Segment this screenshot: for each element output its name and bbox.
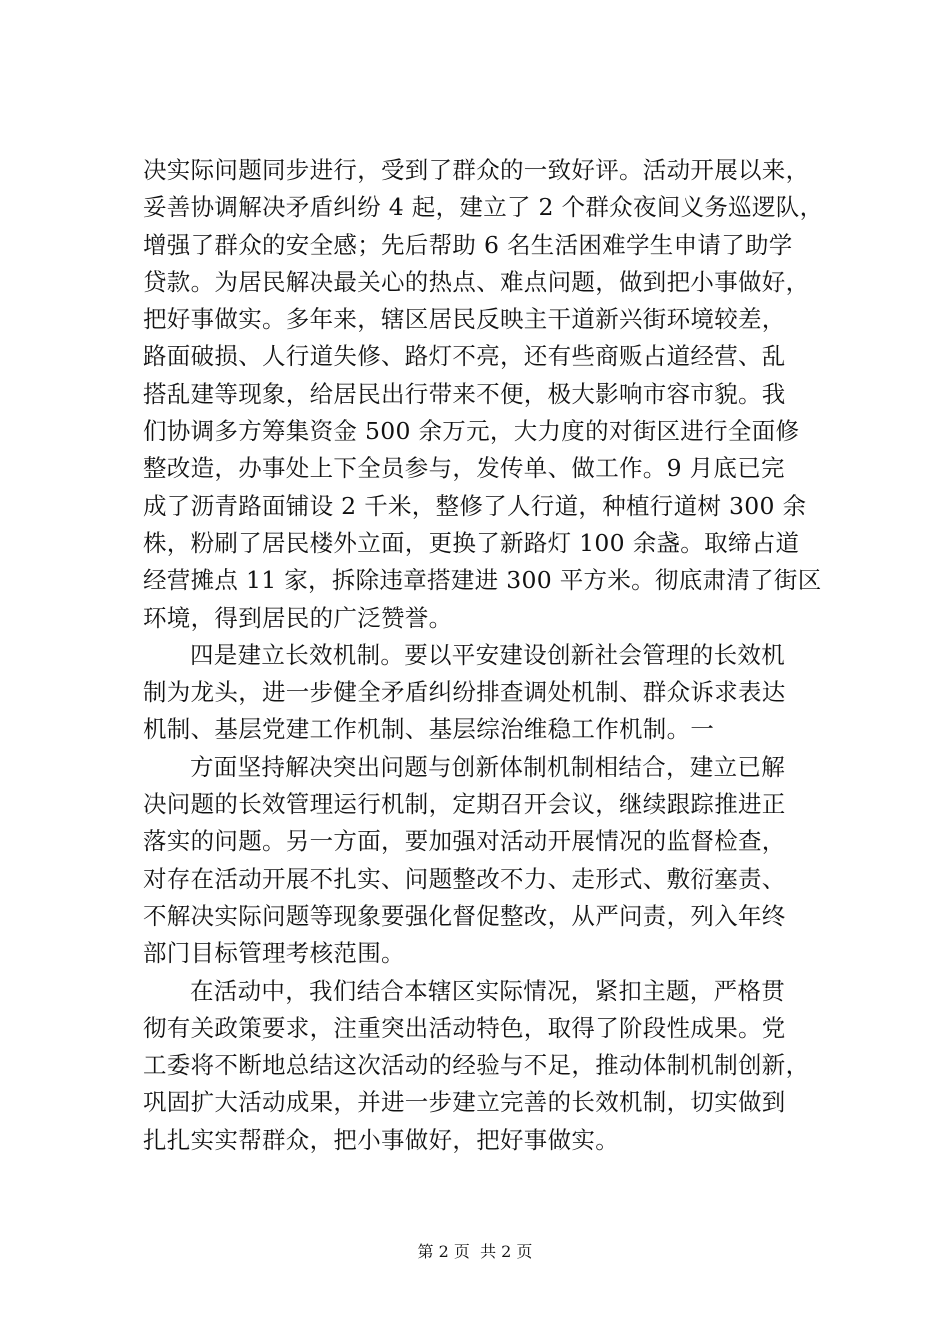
document-body [143, 152, 833, 1159]
text-line: 搭乱建等现象，给居民出行带来不便，极大影响市容市貌。我 [143, 379, 786, 408]
text-line: 路面破损、人行道失修、路灯不亮，还有些商贩占道经营、乱 [143, 342, 786, 371]
text-line: 贷款。为居民解决最关心的热点、难点问题，做到把小事做好， [143, 267, 810, 296]
text-line: 机制、基层党建工作机制、基层综治维稳工作机制。一 [143, 715, 715, 744]
text-line: 在活动中，我们结合本辖区实际情况，紧扣主题，严格贯 [190, 976, 785, 1005]
text-line: 制为龙头，进一步健全矛盾纠纷排查调处机制、群众诉求表达 [143, 678, 786, 707]
text-line: 方面坚持解决突出问题与创新体制机制相结合，建立已解 [190, 752, 785, 781]
text-line: 增强了群众的安全感；先后帮助 6 名生活困难学生申请了助学 [143, 230, 793, 259]
text-line: 四是建立长效机制。要以平安建设创新社会管理的长效机 [190, 640, 785, 669]
text-line: 决问题的长效管理运行机制，定期召开会议，继续跟踪推进正 [143, 790, 786, 819]
text-line: 工委将不断地总结这次活动的经验与不足，推动体制机制创新， [143, 1051, 810, 1080]
text-line: 落实的问题。另一方面，要加强对活动开展情况的监督检查， [143, 827, 786, 856]
page-number: 第 2 页 [417, 1242, 470, 1261]
text-line: 扎扎实实帮群众，把小事做好，把好事做实。 [143, 1125, 619, 1154]
text-line: 成了沥青路面铺设 2 千米，整修了人行道，种植行道树 300 余 [143, 491, 807, 520]
text-line: 对存在活动开展不扎实、问题整改不力、走形式、敷衍塞责、 [143, 864, 786, 893]
text-line: 经营摊点 11 家，拆除违章搭建进 300 平方米。彻底肃清了街区 [143, 566, 822, 595]
text-line: 部门目标管理考核范围。 [143, 939, 405, 968]
page-total: 共 2 页 [480, 1242, 533, 1261]
text-line: 整改造，办事处上下全员参与，发传单、做工作。9 月底已完 [143, 454, 785, 483]
text-line: 株，粉刷了居民楼外立面，更换了新路灯 100 余盏。取缔占道 [143, 528, 800, 557]
footer-separator [470, 1242, 480, 1261]
page-footer [0, 1242, 950, 1262]
text-line: 彻有关政策要求，注重突出活动特色，取得了阶段性成果。党 [143, 1013, 786, 1042]
text-line: 环境，得到居民的广泛赞誉。 [143, 603, 453, 632]
text-line: 决实际问题同步进行，受到了群众的一致好评。活动开展以来， [143, 156, 810, 184]
text-line: 们协调多方筹集资金 500 余万元，大力度的对街区进行全面修 [143, 417, 800, 446]
text-line: 把好事做实。多年来，辖区居民反映主干道新兴街环境较差， [143, 305, 786, 334]
text-line: 巩固扩大活动成果，并进一步建立完善的长效机制，切实做到 [143, 1088, 786, 1117]
text-line: 不解决实际问题等现象要强化督促整改，从严问责，列入年终 [143, 901, 786, 930]
text-line: 妥善协调解决矛盾纠纷 4 起，建立了 2 个群众夜间义务巡逻队， [143, 193, 824, 222]
